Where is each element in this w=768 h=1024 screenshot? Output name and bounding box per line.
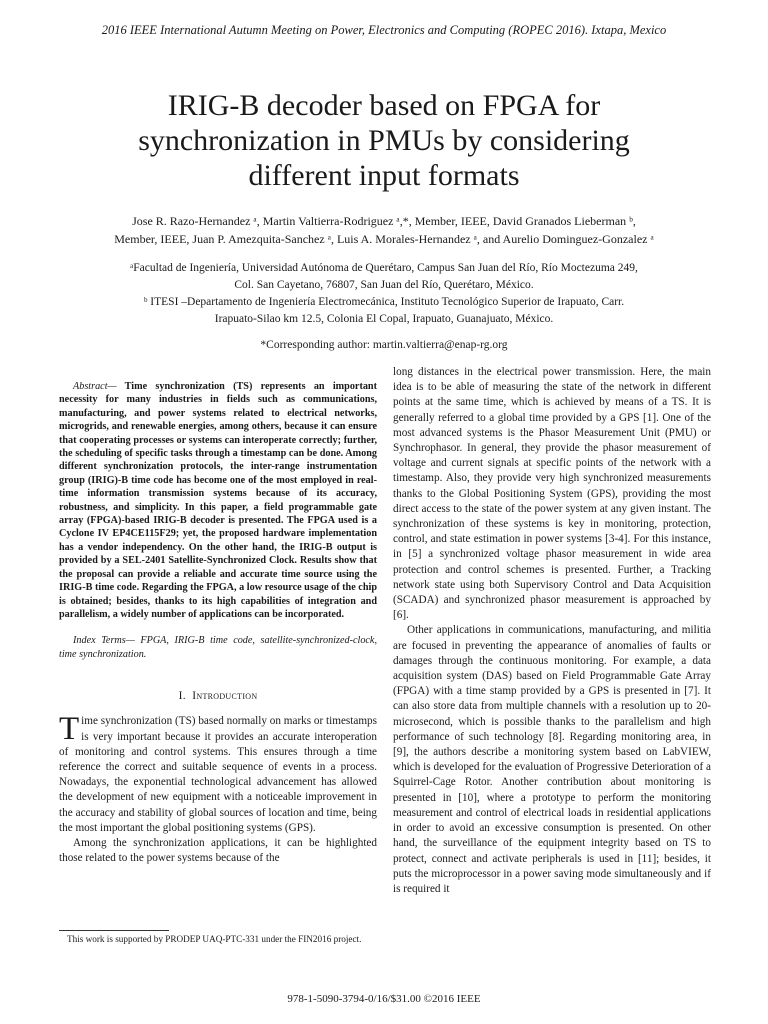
section-title: Introduction	[192, 690, 258, 703]
footnote-rule	[59, 930, 169, 931]
drop-cap: T	[59, 711, 80, 748]
right-paragraph-2: Other applications in communications, manufacturing, and militia are focused in preventing the appearance of anomalies of faults or damages through the continuous monitoring. For example, a data acquisition system (DAS) based on Field Programmable Gate Array (FPGA) with a time stamp provided by a GPS is presented in [7]. It can also store data from multiple channels with a resolution up to 20-microsecond, which is possible thanks to the parallelism and high performance of such technology [8]. Regarding monitoring area, in [9], the authors describe a monitoring system based on LabVIEW, which is developed for the evaluation of Progressive Deterioration of a Squirrel-Cage Rotor. Another contribution about monitoring is presented in [10], where a prototype to perform the monitoring measurement and control of electrical loads in residential applications in order to avoid an excessive consumption is presented. On other hand, the surveillance of the equipment integrity based on TS to protect, connect and activate peripherals is used in [11]; besides, it puts the microprocessor in a power saving mode simultaneously and if is required it	[393, 624, 711, 895]
author-line-1: Jose R. Razo-Hernandez ᵃ, Martin Valtierra-Rodriguez ᵃ,*, Member, IEEE, David Granados Lieberman ᵇ,	[132, 214, 636, 228]
copyright-footer: 978-1-5090-3794-0/16/$31.00 ©2016 IEEE	[287, 993, 481, 1005]
conference-header: 2016 IEEE International Autumn Meeting on Power, Electronics and Computing (ROPEC 2016). Ixtapa, Mexico	[101, 23, 667, 37]
paper-title	[40, 88, 728, 193]
section-number: I.	[178, 690, 186, 703]
abstract	[59, 380, 377, 621]
left-column	[59, 380, 377, 866]
title-line-3: different input formats	[248, 159, 520, 192]
intro-paragraph-2: Among the synchronization applications, it can be highlighted those related to the power systems because of the	[59, 836, 377, 865]
affiliation-a-line-2: Col. San Cayetano, 76807, San Juan del Río, Querétaro, México.	[234, 279, 534, 291]
right-paragraph-1: long distances in the electrical power transmission. Here, the main idea is to be able of measuring the state of the network in different points at the same time, which is achieved by means of a TS. It is generally referred to a global time provided by a GPS [1]. One of the most advanced systems is the Phasor Measurement Unit (PMU) or Synchrophasor. In general, they provide the phasor measurement of voltage and current signals at specific points of the network with a timestamp. Also, they provide very high synchronized measurements thanks to the Global Positioning System (GPS), providing the most direct access to the state of the power system at any given instant. The synchronization of these systems is key in monitoring, protection, control, and state estimation in power systems [3-4]. For this instance, in [5] a synchronized voltage phasor measurement in wide area protection and control schemes is presented. Further, a Tracking network state using both Supervisory Control and Data Acquisition (SCADA) and synchronized phasor measurement is approached by [6].	[393, 366, 711, 622]
title-line-1: IRIG-B decoder based on FPGA for	[167, 89, 601, 122]
title-line-2: synchronization in PMUs by considering	[138, 124, 630, 157]
footnote: This work is supported by PRODEP UAQ-PTC-331 under the FIN2016 project.	[67, 934, 362, 944]
abstract-text: Time synchronization (TS) represents an important necessity for many industries in fields such as communications, manufacturing, and power systems related to electrical networks, microgrids, and renewable energies, among others, because it can ensure that cooperating processes or systems can interoperate correctly; further, the scheduling of specific tasks through a timestamp can be done. Among different synchronization protocols, the inter-range instrumentation group (IRIG)-B time code has become one of the most employed in real-time information transmission systems because of its accuracy, robustness, and simplicity. In this paper, a field programmable gate array (FPGA)-based IRIG-B decoder is presented. The FPGA used is a Cyclone IV EP4CE115F29; yet, the proposed hardware implementation has a vendor independency. On the other hand, the IRIG-B output is provided by a SEL-2401 Satellite-Synchronized Clock. Results show that the proposal can provide a reliable and accurate time source using the IRIG-B time code. Regarding the FPGA, a low resource usage of the chip is obtained; besides, thanks to its high capabilities of integration and parallelism, a widely number of applications can be incorporated.	[59, 381, 377, 620]
index-terms: Index Terms— FPGA, IRIG-B time code, satellite-synchronized-clock, time synchronization.	[59, 635, 377, 660]
affiliation-b-line-2: Irapuato-Silao km 12.5, Colonia El Copal, Irapuato, Guanajuato, México.	[214, 313, 554, 325]
right-column	[393, 365, 711, 897]
affiliation-a-line-1: ᵃFacultad de Ingeniería, Universidad Autónoma de Querétaro, Campus San Juan del Río, Río Moctezuma 249,	[130, 262, 638, 274]
corresponding-author: *Corresponding author: martin.valtierra@enap-rg.org	[260, 339, 508, 351]
affiliations	[90, 260, 678, 328]
author-list	[70, 212, 698, 248]
intro-lead-in: ime synchronization	[81, 715, 173, 728]
affiliation-b-line-1: ᵇ ITESI –Departamento de Ingeniería Electromecánica, Instituto Tecnológico Superior de Irapuato, Carr.	[143, 296, 625, 308]
section-heading	[59, 689, 377, 704]
intro-paragraph-1	[59, 711, 378, 836]
intro-paragraph-1-text: (TS) based normally on marks or timestamps is very important because it provides an accurate interoperation of monitoring and control systems. This ensures through a time reference the correct and suitable sequence of events in a process. Nowadays, the exponential technological advancement has allowed the development of new equipment with a noticeable improvement in the accuracy and stability of global sources of location and time, being the most important the global positioning systems (GPS).	[59, 715, 378, 834]
abstract-label: Abstract—	[73, 381, 117, 392]
author-line-2: Member, IEEE, Juan P. Amezquita-Sanchez ᵃ, Luis A. Morales-Hernandez ᵃ, and Aurelio Dominguez-Gonzalez ᵃ	[114, 232, 654, 246]
